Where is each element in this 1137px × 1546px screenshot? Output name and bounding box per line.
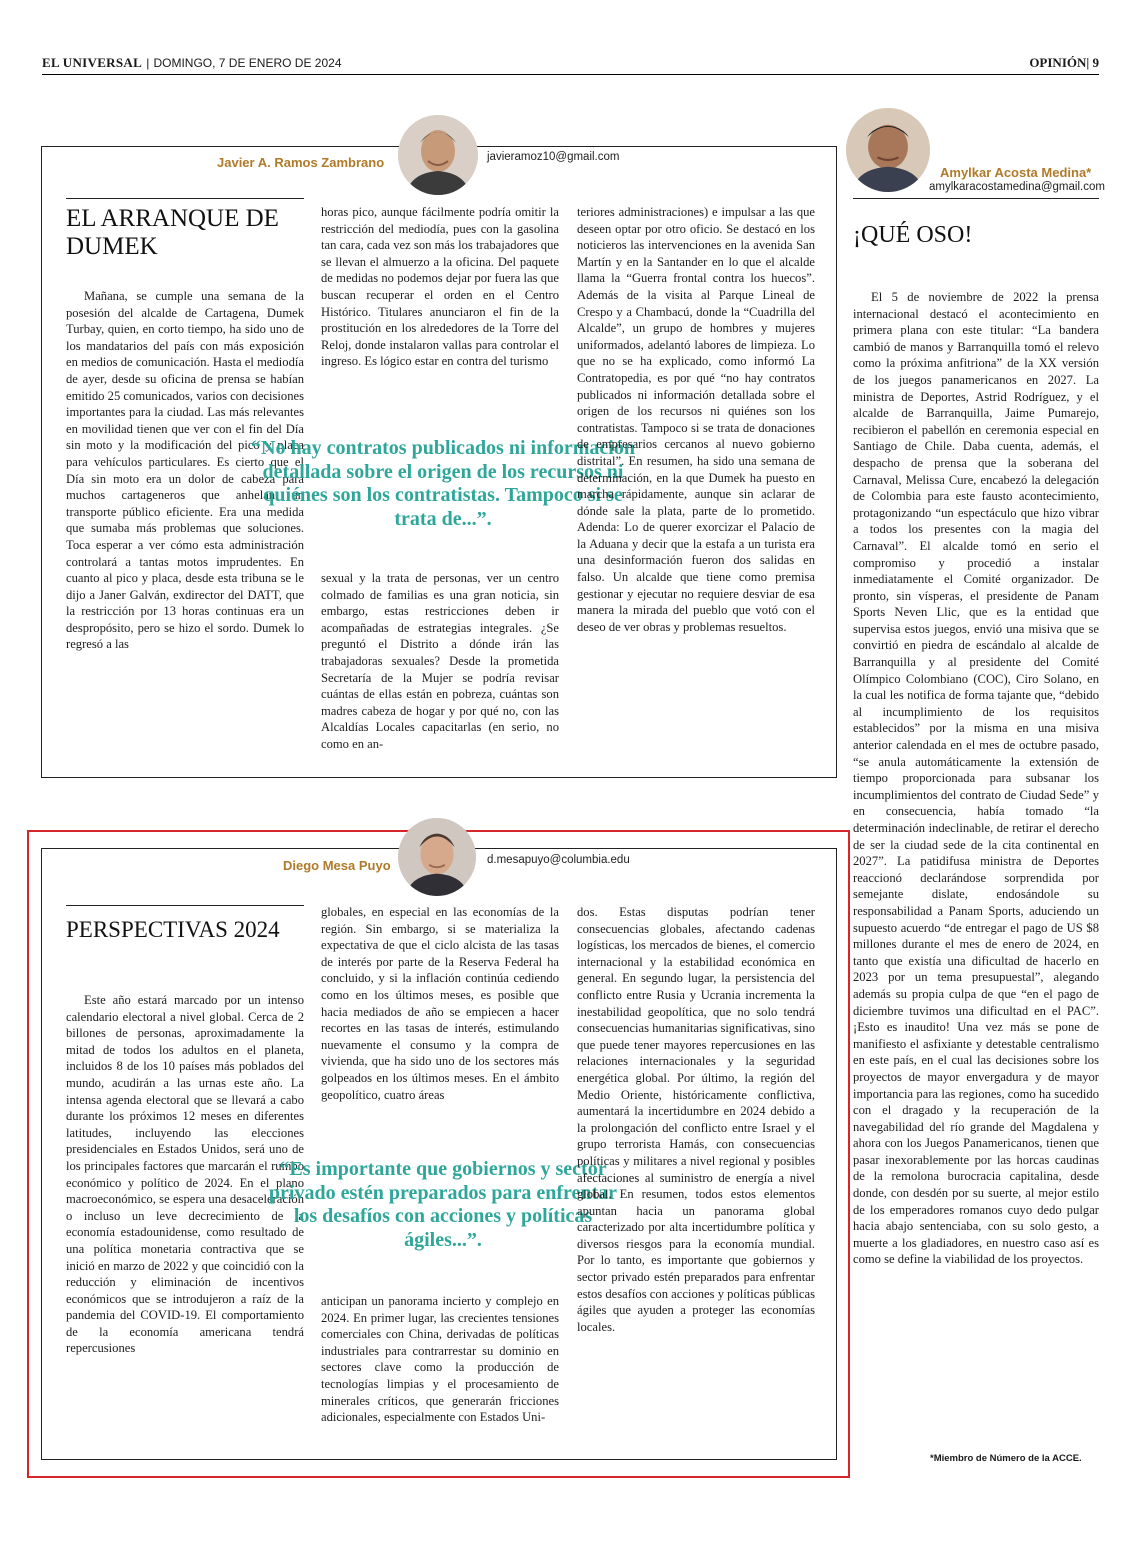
section-name: OPINIÓN	[1029, 55, 1087, 70]
masthead-separator: |	[146, 56, 150, 70]
column-text: dos. Estas disputas podrían tener consecuencias globales, afectando cadenas logísticas, los mercados de bienes, el comercio internacional y la estabilidad económica en general. En segundo lugar, la persistencia del conflicto entre Rusia y Ucrania incrementa la inestabilidad geopolítica, que no solo tendrá consecuencias humanitarias significativas, sino que puede tener mayores repercusiones en las relaciones internacionales y la seguridad energética global. Por último, la región del Medio Oriente, históricamente conflictiva, aumentará la incertidumbre en 2024 debido a la prolongación del conflicto entre Israel y el grupo terrorista Hamás, con consecuencias políticas y militares a nivel regional y posibles afectaciones al suministro de energía a nivel global. En resumen, todos estos elementos apuntan hacia un panorama global caracterizado por alta incertidumbre política y diversos riesgos para la economía mundial. Por lo tanto, es importante que gobiernos y sector privado estén preparados para enfrentar estos desafíos con acciones y políticas públicas ágiles que ayuden a proteger las economías locales.	[577, 905, 815, 1334]
headline: EL ARRANQUE DE DUMEK	[66, 205, 279, 260]
column-text: sexual y la trata de personas, ver un centro colmado de familias es una gran noticia, sin embargo, estas restricciones deben ir acompañadas de estrategias integrales. ¿Se preguntó el Distrito a dónde irán las trabajadoras sexuales? Desde la prometida Secretaría de la Mujer se podría revisar cuántas de ellas están en pobreza, cuántas son madres cabeza de hogar y por qué no, con las Alcaldías Locales capacitarlas (en serio, no como en an-	[321, 571, 559, 751]
author-portrait-icon	[398, 818, 476, 896]
article-column	[853, 289, 1099, 1449]
article-column-3	[577, 204, 815, 768]
newspaper-name: EL UNIVERSAL	[42, 55, 143, 70]
author-portrait-icon	[398, 115, 478, 195]
article-column-2-bottom	[321, 1293, 559, 1451]
column-text: El 5 de noviembre de 2022 la prensa internacional destacó el acontecimiento en primera plana con este titular: “La bandera cambió de manos y Barranquilla tomó el relevo como la próxima anfitriona” de la XX versión de los juegos panamericanos en 2027. La ministra de Deportes, Astrid Rodríguez, y el alcalde de Barranquilla, Jaime Pumarejo, recibieron el pabellón en ceremonia especial en Santiago de Chile. Daba cuenta, además, el despacho de prensa que la soberana del Carnaval, Melissa Cure, encabezó la delegación de Colombia para este fausto acontecimiento, protagonizando “un espectáculo que hizo vibrar a todos los presentes con la magia del Carnaval”. El alcalde tomó en serio el compromiso y procedió a instalar inmediatamente el Comité organizador. De pronto, sin vísperas, el presidente de Panam Sports Neven Llic, que es la entidad que supervisa estos juegos, envió una misiva que se convirtió en piedra de escándalo al alcalde de Barranquilla y al presidente del Comité Olímpico Colombiano (COC), Ciro Solano, en la cual les notifica de forma tajante que, “debido al incumplimiento de los requisitos establecidos” por la misma en una misiva anterior calendada en el mes de octubre pasado, “se anula automáticamente la extensión de tiempo proporcionada para subsanar los incumplimientos del contrato de Ciudad Sede” y en consecuencia, había tomado “la determinación indeclinable, de retirar el derecho de ser la ciudad sede de la cita continental en 2027”. La patidifusa ministra de Deportes reaccionó declarándose sorprendida por semejante dislate, endosándole su responsabilidad a Panam Sports, aduciendo un supuesto acuerdo “de entregar el pago de US $8 millones durante el mes de enero de 2024, en tanto que existía una dificultad de hacerlo en 2023 por un tema presupuestal”, alegando además su propia culpa de que “en el pago de diciembre tuvimos una dificultad en el PAC”. ¡Esto es inaudito! Una vez más se pone de manifiesto el asfixiante y detestable centralismo en este país, en el cual las decisiones sobre los proyectos de mayor envergadura y de mayor importancia para las regiones, como ha sucedido con el dragado y la recuperación de la navegabilidad del río grande del Magdalena y ahora con los Juegos Panamericanos, tienen que pasar inexorablemente por las horcas caudinas de la remolona burocracia capitalina, desde donde, con desdén por su suerte, al mejor estilo de los emperadores romanos cuyo dedo pulgar hacia abajo sentenciaba, con su solo gesto, a muerte a los gladiadores, en nuestro caso así es como se define la viabilidad de los proyectos.	[853, 290, 1099, 1267]
masthead-left	[42, 55, 342, 71]
masthead-right	[1029, 55, 1099, 71]
author-email: d.mesapuyo@columbia.edu	[487, 854, 630, 866]
author-portrait-icon	[846, 108, 930, 192]
author-email: amylkaracostamedina@gmail.com	[929, 181, 1105, 193]
article-column-2-top	[321, 904, 559, 1134]
column-text: globales, en especial en las economías de la región. Sin embargo, si se materializa la expectativa de que el ciclo alcista de las tasas de interés por parte de la Reserva Federal ha concluido, y si la inflación continúa cediendo como en los últimos meses, es posible que hacia mediados de año se empiecen a hacer recortes en las tasas de interés, estimulando nuevamente el consumo y la compra de vivienda, que ha sido uno de los sectores más golpeados en los últimos meses. En el ámbito geopolítico, cuatro áreas	[321, 905, 559, 1102]
column-text: Este año estará marcado por un intenso calendario electoral a nivel global. Cerca de 2 billones de personas, aproximadamente la mitad de todos los adultos en el planeta, incluidos 8 de los 10 países más poblados del mundo, acudirán a las urnas este año. La intensa agenda electoral que se llevará a cabo durante los próximos 12 meses en diferentes latitudes, incluyendo las elecciones presidenciales en Estados Unidos, será uno de los principales factores que marcarán el rumbo económico y político de 2024. En el plano macroeconómico, se espera una desaceleración o incluso un leve decrecimiento de la economía estadounidense, como resultado de una política monetaria contractiva que se inició en marzo de 2022 y que coincidió con la reducción y eliminación de incentivos económicos que se introdujeron a raíz de la pandemia del COVID-19. El comportamiento de la economía americana tendrá repercusiones	[66, 993, 304, 1356]
author-photo	[846, 108, 930, 192]
author-photo	[398, 818, 476, 896]
headline: PERSPECTIVAS 2024	[66, 917, 280, 942]
headline-rule	[66, 198, 304, 199]
pull-quote: “No hay contratos publicados ni información detallada sobre el origen de los recursos ni quiénes son los contratistas. Tampoco si se trata de...”.	[251, 437, 635, 530]
column-text: anticipan un panorama incierto y complejo en 2024. En primer lugar, las crecientes tensiones comerciales con China, derivadas de políticas industriales para contrarrestar su dominio en sectores clave como la producción de tecnologías limpias y el procesamiento de minerales críticos, que generarán fricciones adicionales, especialmente con Estados Uni-	[321, 1294, 559, 1425]
article-column-2-bottom	[321, 570, 559, 768]
author-email: javieramoz10@gmail.com	[487, 151, 620, 163]
article-column-2-top	[321, 204, 559, 426]
author-name: Javier A. Ramos Zambrano	[217, 155, 385, 170]
masthead	[42, 55, 1099, 75]
author-name: Amylkar Acosta Medina*	[940, 165, 1092, 180]
article-column-3	[577, 904, 815, 1450]
column-text: teriores administraciones) e impulsar a las que deseen optar por otro oficio. Se destacó en los noticieros las intervenciones en la avenida San Martín y en la Santander en lo que el alcalde llama la “Guerra frontal contra los huecos”. Además de la visita al Parque Lineal de Crespo y a Chambacú, donde la “Cuadrilla del Alcalde”, un grupo de hombres y mujeres uniformados, adelantó labores de limpieza. Lo que no se ha explicado, como informó La Contratopedia, es por qué “no hay contratos publicados ni información detallada sobre el origen de los recursos ni quiénes son los contratistas. Tampoco si se trata de donaciones de empresarios cercanos al nuevo gobierno distrital”. En resumen, ha sido una semana de determinación, en la que Dumek ha puesto en marcha rápidamente, aunque sin aclarar de dónde sale la plata, parte de lo prometido. Adenda: Lo de querer exorcizar el Palacio de la Aduana y decir que la estafa a un turista era una desinformación fueron dos salidas en falso. Un alcalde que tiene como premisa gestionar y ejecutar no requiere desviar de esa manera la mirada del pueblo que votó con el deseo de ver obras y problemas resueltos.	[577, 205, 815, 634]
page-number: | 9	[1086, 55, 1099, 70]
column-text: horas pico, aunque fácilmente podría omitir la restricción del mediodía, pues con la gasolina tan cara, cada vez son más los trabajadores que se llevan el almuerzo a la oficina. Del paquete de medidas no podemos dejar por fuera las que buscan recuperar el orden en el Centro Histórico. Titulares anunciaron el fin de la prostitución en los alrededores de la Torre del Reloj, donde instalaron vallas para controlar el ingreso. Es lógico estar en contra del turismo	[321, 205, 559, 369]
publication-date: DOMINGO, 7 DE ENERO DE 2024	[153, 56, 342, 70]
author-footnote: *Miembro de Número de la ACCE.	[930, 1453, 1082, 1464]
headline: ¡QUÉ OSO!	[853, 222, 973, 248]
author-name: Diego Mesa Puyo	[283, 858, 391, 873]
author-photo	[398, 115, 478, 195]
headline-rule	[66, 905, 304, 906]
headline-rule	[853, 198, 1099, 199]
pull-quote: “Es importante que gobiernos y sector privado estén preparados para enfrentar los desafíos con acciones y políticas ágiles...”.	[268, 1158, 618, 1251]
column-text: Mañana, se cumple una semana de la posesión del alcalde de Cartagena, Dumek Turbay, quien, en corto tiempo, ha sido uno de los mandatarios del país con más exposición en medios de comunicación. Hasta el mediodía de ayer, desde su oficina de prensa se habían emitido 25 comunicados, varios con decisiones importantes para la ciudad. Las más relevantes en movilidad tienen que ver con el fin del Día sin moto y la modificación del pico y placa para vehículos particulares. Es cierto que el Día sin moto era un dolor de cabeza para muchos cartageneros que anhelan un transporte público eficiente. Era una medida que sumaba más problemas que soluciones. Toca esperar a ver cómo esta administración controlará a tantas motos imprudentes. En cuanto al pico y placa, desde esta tribuna se le dijo a Janer Galván, exdirector del DATT, que la restricción por 13 horas continuas era un despropósito, pero se hizo el sordo. Dumek lo regresó a las	[66, 289, 304, 652]
